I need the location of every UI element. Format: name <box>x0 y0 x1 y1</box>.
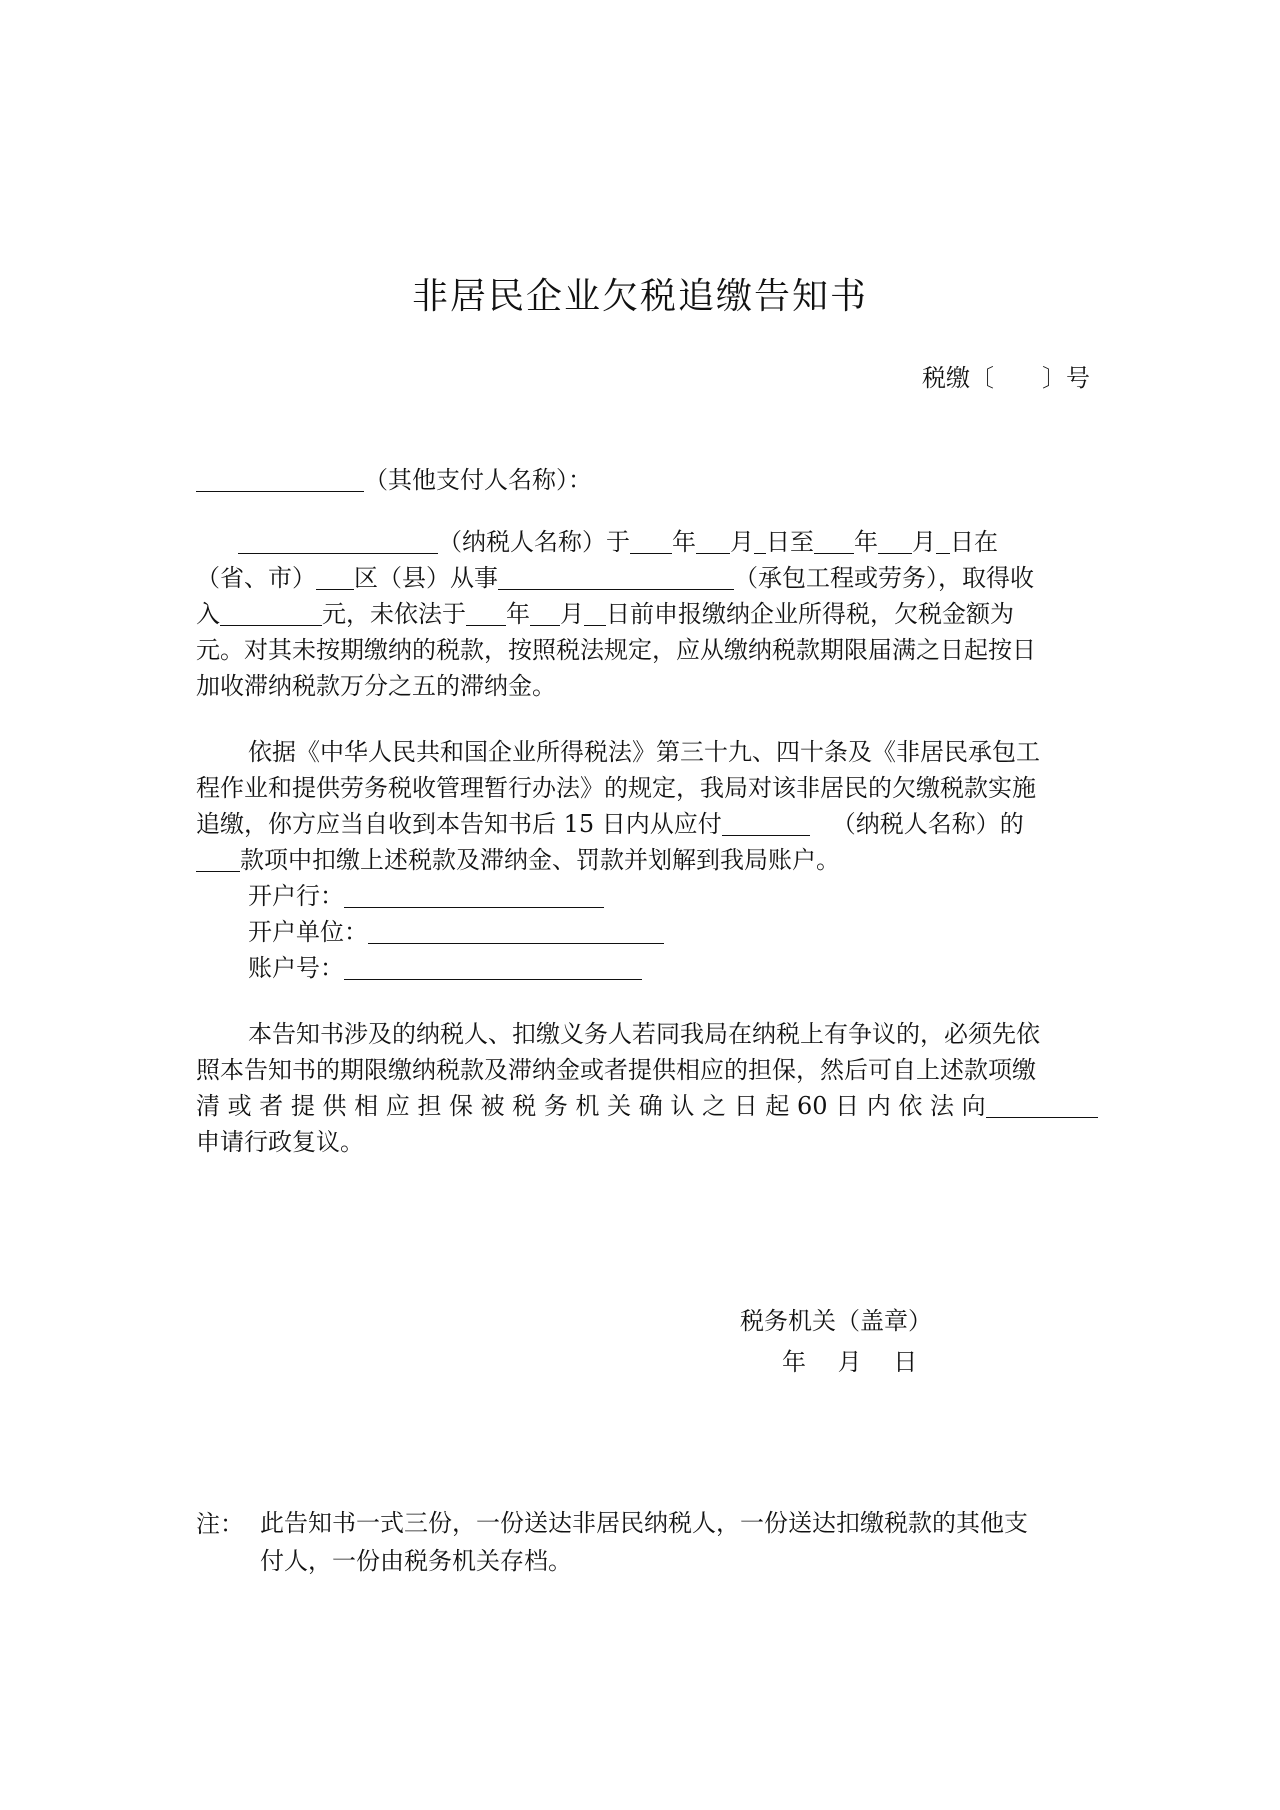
text: 款项中扣缴上述税款及滞纳金、罚款并划解到我局账户。 <box>240 846 840 874</box>
addressee-line <box>196 462 592 498</box>
account-number-line <box>248 950 642 986</box>
para2-line1: 依据《中华人民共和国企业所得税法》第三十九、四十条及《非居民承包工 <box>248 738 1040 766</box>
account-unit-line <box>248 914 664 950</box>
para1-line1 <box>238 524 998 560</box>
deadline-year-blank[interactable] <box>466 601 506 626</box>
note-line1: 此告知书一式三份，一份送达非居民纳税人，一份送达扣缴税款的其他支 <box>260 1509 1028 1537</box>
start-year-blank[interactable] <box>630 529 672 554</box>
payee-name-blank[interactable] <box>722 811 810 836</box>
para2-line2: 程作业和提供劳务税收管理暂行办法》的规定，我局对该非居民的欠缴税款实施 <box>196 774 1036 802</box>
text: 日前申报缴纳企业所得税，欠税金额为 <box>606 600 1014 628</box>
bank-line <box>248 878 604 914</box>
para3-line2: 照本告知书的期限缴纳税款及滞纳金或者提供相应的担保，然后可自上述款项缴 <box>196 1056 1036 1084</box>
deadline-month-blank[interactable] <box>530 601 560 626</box>
end-year-blank[interactable] <box>814 529 854 554</box>
bank-blank[interactable] <box>344 883 604 908</box>
end-day-blank[interactable] <box>936 529 950 554</box>
project-blank[interactable] <box>498 565 734 590</box>
signature-date: 年 月 日 <box>782 1348 918 1376</box>
tax-authority-seal-label: 税务机关（盖章） <box>740 1307 932 1335</box>
text: 年 <box>672 528 696 556</box>
start-month-blank[interactable] <box>696 529 730 554</box>
para3-line1: 本告知书涉及的纳税人、扣缴义务人若同我局在纳税上有争议的，必须先依 <box>248 1020 1040 1048</box>
district-blank[interactable] <box>316 565 354 590</box>
text: （省、市） <box>196 564 316 592</box>
para2-line3 <box>196 806 1024 842</box>
deadline-day-blank[interactable] <box>584 601 606 626</box>
review-authority-blank[interactable] <box>986 1093 1098 1118</box>
document-title: 非居民企业欠税追缴告知书 <box>411 276 868 317</box>
text: 年 <box>506 600 530 628</box>
account-number-blank[interactable] <box>344 955 642 980</box>
text: 日在 <box>950 528 998 556</box>
payment-item-blank[interactable] <box>196 847 240 872</box>
text: 清 或 者 提 供 相 应 担 保 被 税 务 机 关 确 认 之 日 起 60 日 内 依 法 向 <box>196 1092 986 1120</box>
para1-line3 <box>196 596 1014 632</box>
text: 追缴，你方应当自收到本告知书后 15 日内从应付 <box>196 810 722 838</box>
text: 入 <box>196 600 220 628</box>
text: （纳税人名称）的 <box>831 810 1024 838</box>
taxpayer-name-blank[interactable] <box>238 529 438 554</box>
para1-line4: 元。对其未按期缴纳的税款，按照税法规定，应从缴纳税款期限届满之日起按日 <box>196 636 1036 664</box>
text: 日至 <box>766 528 814 556</box>
income-blank[interactable] <box>220 601 322 626</box>
text: 月 <box>560 600 584 628</box>
account-unit-blank[interactable] <box>368 919 664 944</box>
text: 月 <box>912 528 936 556</box>
text: （承包工程或劳务），取得收 <box>734 564 1034 592</box>
text: 区（县）从事 <box>354 564 498 592</box>
para1-line5: 加收滞纳税款万分之五的滞纳金。 <box>196 672 556 700</box>
document-number: 税缴〔 〕号 <box>922 364 1090 392</box>
bank-label: 开户行： <box>248 882 344 910</box>
start-day-blank[interactable] <box>754 529 766 554</box>
text: 元，未依法于 <box>322 600 466 628</box>
account-number-label: 账户号： <box>248 954 344 982</box>
para1-line2 <box>196 560 1034 596</box>
text: （纳税人名称）于 <box>438 528 630 556</box>
account-unit-label: 开户单位： <box>248 918 368 946</box>
text: 月 <box>730 528 754 556</box>
para3-line4: 申请行政复议。 <box>196 1128 364 1156</box>
end-month-blank[interactable] <box>878 529 912 554</box>
note-body <box>260 1504 1090 1580</box>
addressee-label: （其他支付人名称）： <box>364 466 592 494</box>
note-head: 注： <box>196 1510 244 1538</box>
para2-line4 <box>196 842 840 878</box>
note-line2: 付人，一份由税务机关存档。 <box>260 1547 572 1575</box>
text: 年 <box>854 528 878 556</box>
para3-line3 <box>196 1088 1098 1124</box>
payer-name-blank[interactable] <box>196 467 364 492</box>
